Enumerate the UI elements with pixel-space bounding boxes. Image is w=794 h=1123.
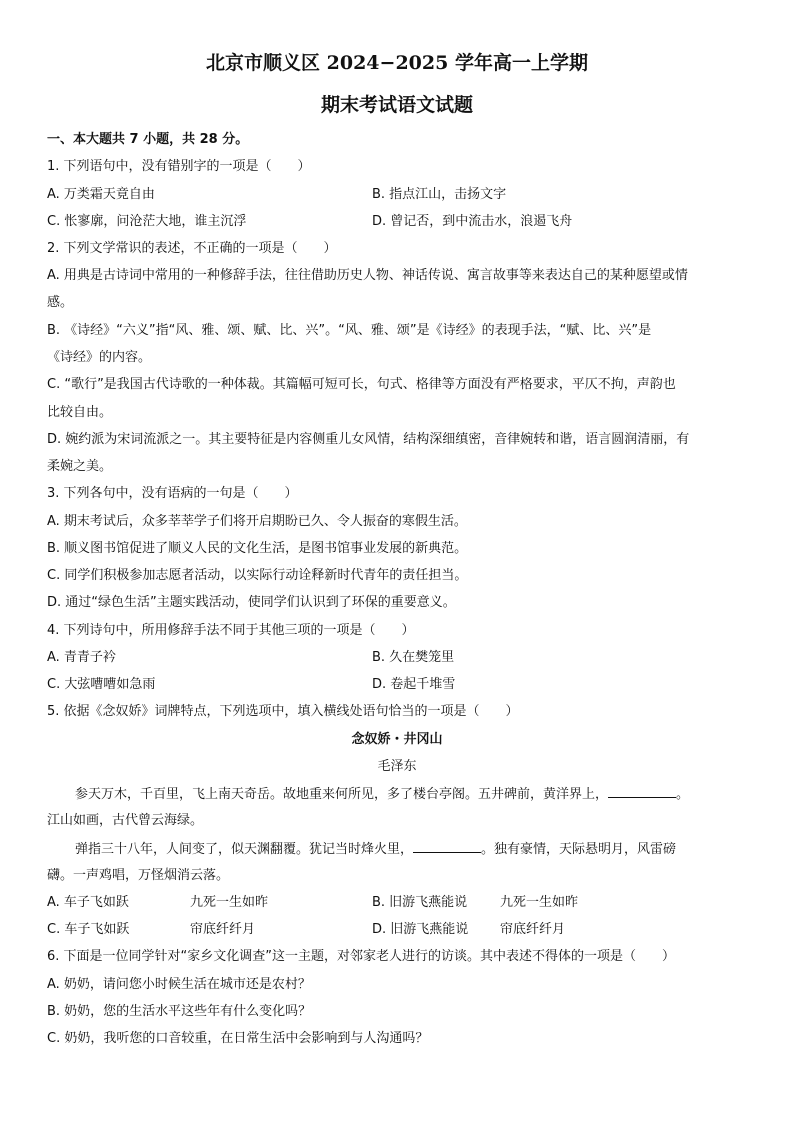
fill-blank-2 [413,840,481,853]
q5-option-b: B. 旧游飞燕能说 [372,895,468,910]
q2-option-d-line1: D. 婉约派为宋词流派之一。其主要特征是内容侧重儿女风情，结构深细缜密，音律婉转和谐，语言圆润清丽，有 [47,432,690,447]
poem-title: 念奴娇・井冈山 [351,732,443,747]
q4-option-c: C. 大弦嘈嘈如急雨 [47,677,156,692]
q1-option-b: B. 指点江山，击扬文字 [372,187,507,202]
poem-author: 毛泽东 [377,759,417,774]
q2-option-b-line2: 《诗经》的内容。 [47,350,152,365]
q1-option-d: D. 曾记否，到中流击水，浪遏飞舟 [372,214,573,229]
poem-stanza1-line2: 江山如画，古代曾云海绿。 [47,813,204,828]
poem-stanza2-line1 [75,840,676,859]
q2-option-c-line2: 比较自由。 [47,405,113,420]
fill-blank-1 [608,785,676,798]
q1-option-a: A. 万类霜天竟自由 [47,187,155,202]
q5-option-c: C. 车子飞如跃 [47,922,130,937]
q5-option-d-second: 帘底纤纤月 [500,922,566,937]
q2-stem: 2. 下列文学常识的表述，不正确的一项是（ ） [47,241,337,256]
q5-option-a: A. 车子飞如跃 [47,895,129,910]
q5-option-d: D. 旧游飞燕能说 [372,922,469,937]
poem-text: 参天万木，千百里，飞上南天奇岳。故地重来何所见，多了楼台亭阁。五井碑前，黄洋界上， [75,787,609,802]
q2-option-a-line2: 感。 [47,295,74,310]
q4-stem: 4. 下列诗句中，所用修辞手法不同于其他三项的一项是（ ） [47,623,415,638]
q3-option-a: A. 期末考试后，众多莘莘学子们将开启期盼已久、令人振奋的寒假生活。 [47,514,467,529]
q4-option-a: A. 青青子衿 [47,650,116,665]
section-header: 一、本大题共 7 小题，共 28 分。 [47,132,249,147]
q6-option-c: C. 奶奶，我听您的口音较重，在日常生活中会影响到与人沟通吗？ [47,1031,429,1046]
q5-stem: 5. 依据《念奴娇》词牌特点，下列选项中，填入横线处语句恰当的一项是（ ） [47,704,519,719]
q3-stem: 3. 下列各句中，没有语病的一句是（ ） [47,486,298,501]
q1-option-c: C. 怅寥廓，问沧茫大地，谁主沉浮 [47,214,247,229]
poem-stanza2-line2: 礴。一声鸡唱，万怪烟消云落。 [47,868,230,883]
poem-text: 。 [676,787,690,802]
q6-stem: 6. 下面是一位同学针对“家乡文化调查”这一主题，对邻家老人进行的访谈。其中表述不得体的一项是（ ） [47,949,676,964]
q4-option-d: D. 卷起千堆雪 [372,677,456,692]
q3-option-c: C. 同学们积极参加志愿者活动，以实际行动诠释新时代青年的责任担当。 [47,568,468,583]
exam-title-line1: 北京市顺义区 2024−2025 学年高一上学期 [206,52,588,74]
q6-option-b: B. 奶奶，您的生活水平这些年有什么变化吗？ [47,1004,312,1019]
q1-stem: 1. 下列语句中，没有错别字的一项是（ ） [47,159,311,174]
poem-text: 。独有豪情，天际悬明月，风雷磅 [481,842,677,857]
poem-stanza1-line1 [75,785,689,804]
exam-title-line2: 期末考试语文试题 [320,94,473,116]
q3-option-b: B. 顺义图书馆促进了顺义人民的文化生活，是图书馆事业发展的新典范。 [47,541,468,556]
q2-option-d-line2: 柔婉之美。 [47,459,113,474]
q2-option-b-line1: B. 《诗经》“六义”指“风、雅、颂、赋、比、兴”。“风、雅、颂”是《诗经》的表现手法，“赋、比、兴”是 [47,323,652,338]
q2-option-a-line1: A. 用典是古诗词中常用的一种修辞手法，往往借助历史人物、神话传说、寓言故事等来表达自己的某种愿望或情 [47,268,688,283]
q4-option-b: B. 久在樊笼里 [372,650,455,665]
q5-option-b-second: 九死一生如昨 [500,895,579,910]
poem-text: 弹指三十八年，人间变了，似天渊翻覆。犹记当时烽火里， [75,842,414,857]
q5-option-a-second: 九死一生如昨 [190,895,269,910]
q5-option-c-second: 帘底纤纤月 [190,922,256,937]
q2-option-c-line1: C. “歌行”是我国古代诗歌的一种体裁。其篇幅可短可长，句式、格律等方面没有严格要求，平仄不拘，声韵也 [47,377,676,392]
q3-option-d: D. 通过“绿色生活”主题实践活动，使同学们认识到了环保的重要意义。 [47,595,456,610]
q6-option-a: A. 奶奶，请问您小时候生活在城市还是农村？ [47,977,311,992]
